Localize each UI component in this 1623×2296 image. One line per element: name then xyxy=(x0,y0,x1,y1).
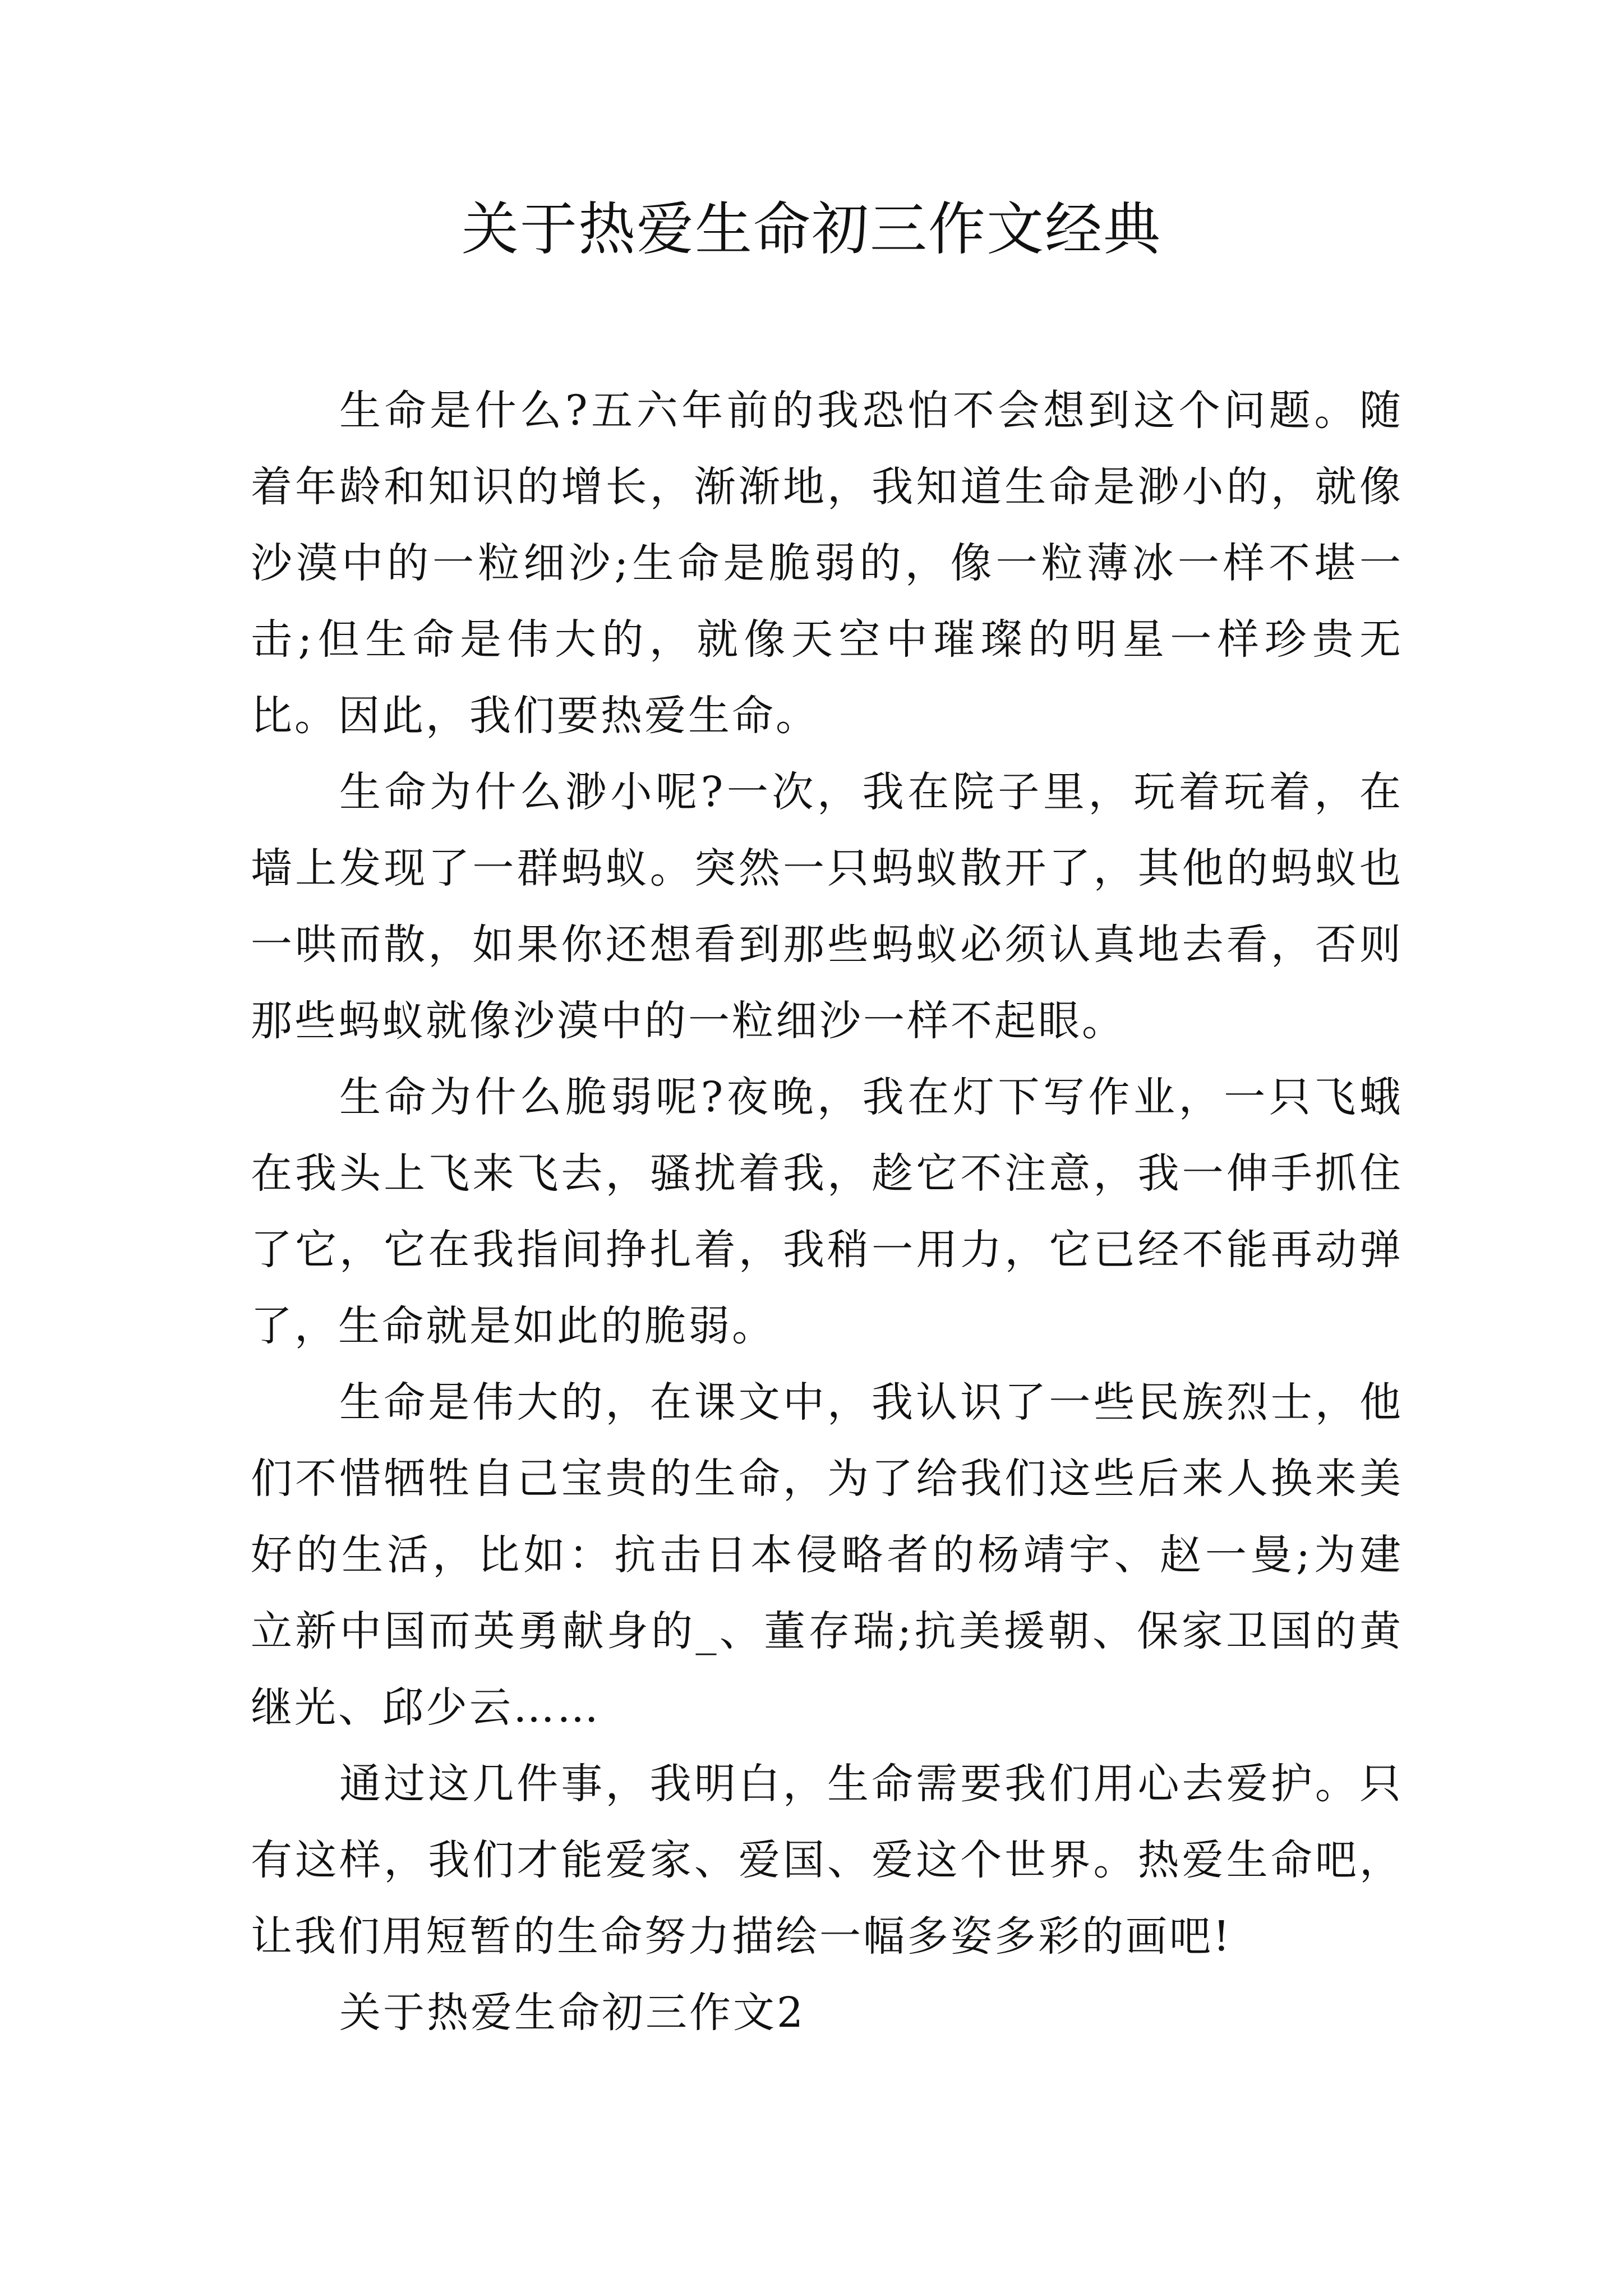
document-title: 关于热爱生命初三作文经典 xyxy=(462,196,1161,263)
paragraph: 通过这几件事，我明白，生命需要我们用心去爱护。只有这样，我们才能爱家、爱国、爱这个世界。热爱生命吧，让我们用短暂的生命努力描绘一幅多姿多彩的画吧! xyxy=(251,1760,1403,1961)
section-heading: 关于热爱生命初三作文2 xyxy=(339,1989,806,2037)
paragraph: 生命是伟大的，在课文中，我认识了一些民族烈士，他们不惜牺牲自己宝贵的生命，为了给我们这些后来人换来美好的生活，比如：抗击日本侵略者的杨靖宇、赵一曼;为建立新中国而英勇献身的_、董存瑞;抗美援朝、保家卫国的黄继光、邱少云…… xyxy=(251,1378,1403,1732)
paragraph: 生命为什么脆弱呢?夜晚，我在灯下写作业，一只飞蛾在我头上飞来飞去，骚扰着我，趁它不注意，我一伸手抓住了它，它在我指间挣扎着，我稍一用力，它已经不能再动弹了，生命就是如此的脆弱。 xyxy=(251,1073,1403,1350)
paragraph: 生命是什么?五六年前的我恐怕不会想到这个问题。随着年龄和知识的增长，渐渐地，我知道生命是渺小的，就像沙漠中的一粒细沙;生命是脆弱的，像一粒薄冰一样不堪一击;但生命是伟大的，就像天空中璀璨的明星一样珍贵无比。因此，我们要热爱生命。 xyxy=(251,386,1403,740)
document-body xyxy=(251,372,1403,2051)
paragraph: 生命为什么渺小呢?一次，我在院子里，玩着玩着，在墙上发现了一群蚂蚁。突然一只蚂蚁散开了，其他的蚂蚁也一哄而散，如果你还想看到那些蚂蚁必须认真地去看，否则那些蚂蚁就像沙漠中的一粒细沙一样不起眼。 xyxy=(251,768,1403,1045)
